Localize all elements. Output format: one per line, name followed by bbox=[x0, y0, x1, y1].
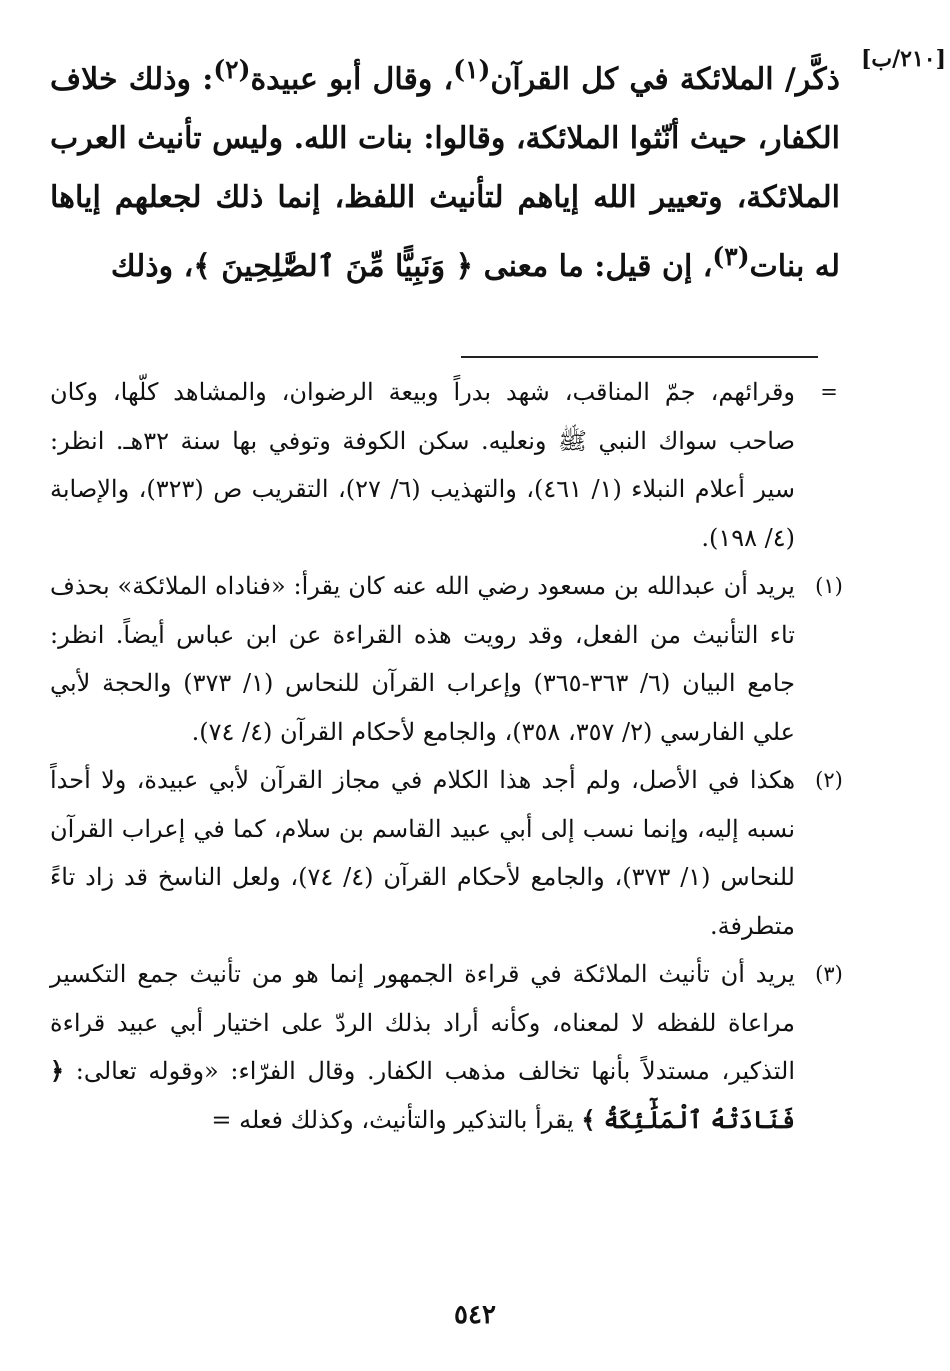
quran-quote: ﴿ وَنَبِيًّا مِّنَ ٱلصَّٰلِحِينَ ﴾ bbox=[193, 249, 474, 284]
main-text-part: : وذلك خلاف الكفار، حيث أنّثوا الملائكة، وقالوا: بنات الله. وليس تأنيث العرب الملائكة، وتعيير الله إياهم لتأنيث اللفظ، إنما ذلك لجعلهم إياها له بنات bbox=[50, 62, 840, 284]
folio-marker: [٢١٠/ب] bbox=[860, 46, 946, 72]
footnote-ref-2[interactable]: (٢) bbox=[213, 55, 251, 84]
footnote-number: = bbox=[820, 380, 838, 404]
quran-quote: ﴿ فَنَادَتْهُ ٱلْمَلَٰٓئِكَةُ ﴾ bbox=[50, 1056, 795, 1134]
footnote-1 bbox=[50, 562, 843, 756]
footnote-2 bbox=[50, 756, 843, 950]
footnote-text: يقرأ بالتذكير والتأنيث، وكذلك فعله = bbox=[211, 1105, 574, 1134]
footnote-number: (٢) bbox=[815, 768, 843, 792]
footnote-3 bbox=[50, 950, 843, 1144]
main-text bbox=[50, 40, 840, 296]
page-number: ٥٤٢ bbox=[454, 1300, 496, 1330]
footnote-number: (٣) bbox=[815, 962, 843, 986]
footnote-number: (١) bbox=[815, 574, 843, 598]
footnote-continuation bbox=[50, 368, 838, 562]
footnote-text: يريد أن عبدالله بن مسعود رضي الله عنه كان يقرأ: «فناداه الملائكة» بحذف تاء التأنيث من الفعل، وقد رويت هذه القراءة عن ابن عباس أيضاً. انظر: جامع البيان (٦/ ٣٦٣-٣٦٥) وإعراب القرآن للنحاس (١/ ٣٧٣) والحجة لأبي علي الفارسي (٢/ ٣٥٧، ٣٥٨)، والجامع لأحكام القرآن (٤/ ٧٤). bbox=[50, 572, 796, 746]
footnote-ref-1[interactable]: (١) bbox=[453, 55, 491, 84]
footnote-text: يريد أن تأنيث الملائكة في قراءة الجمهور إنما هو من تأنيث جمع التكسير مراعاة للفظه لا لمعناه، وكأنه أراد بذلك الردّ على اختيار أبي عبيد قراءة التذكير، مستدلاً بأنها تخالف مذهب الكفار. وقال الفرّاء: «وقوله تعالى: bbox=[50, 960, 795, 1085]
footnotes bbox=[50, 368, 843, 1144]
footnote-text: هكذا في الأصل، ولم أجد هذا الكلام في مجاز القرآن لأبي عبيدة، ولا أحداً نسبه إليه، وإنما نسب إلى أبي عبيد القاسم بن سلام، كما في إعراب القرآن للنحاس (١/ ٣٧٣)، والجامع لأحكام القرآن (٤/ ٧٤)، ولعل الناسخ قد زاد تاءً متطرفة. bbox=[50, 766, 795, 940]
footnote-text: وقرائهم، جمّ المناقب، شهد بدراً وبيعة الرضوان، والمشاهد كلّها، وكان صاحب سواك النبي ﷺ ونعليه. سكن الكوفة وتوفي بها سنة ٣٢هـ. انظر: سير أعلام النبلاء (١/ ٤٦١)، والتهذيب (٦/ ٢٧)، التقريب ص (٣٢٣)، والإصابة (٤/ ١٩٨). bbox=[50, 378, 796, 552]
main-text-part: ، وذلك bbox=[110, 249, 194, 284]
main-text-part: ، وقال أبو عبيدة bbox=[250, 62, 454, 97]
footnote-divider bbox=[461, 356, 818, 358]
footnote-ref-3[interactable]: (٣) bbox=[712, 242, 750, 271]
main-text-part: ، إن قيل: ما معنى bbox=[483, 249, 713, 284]
main-text-part: ذكَّر/ الملائكة في كل القرآن bbox=[490, 62, 841, 97]
